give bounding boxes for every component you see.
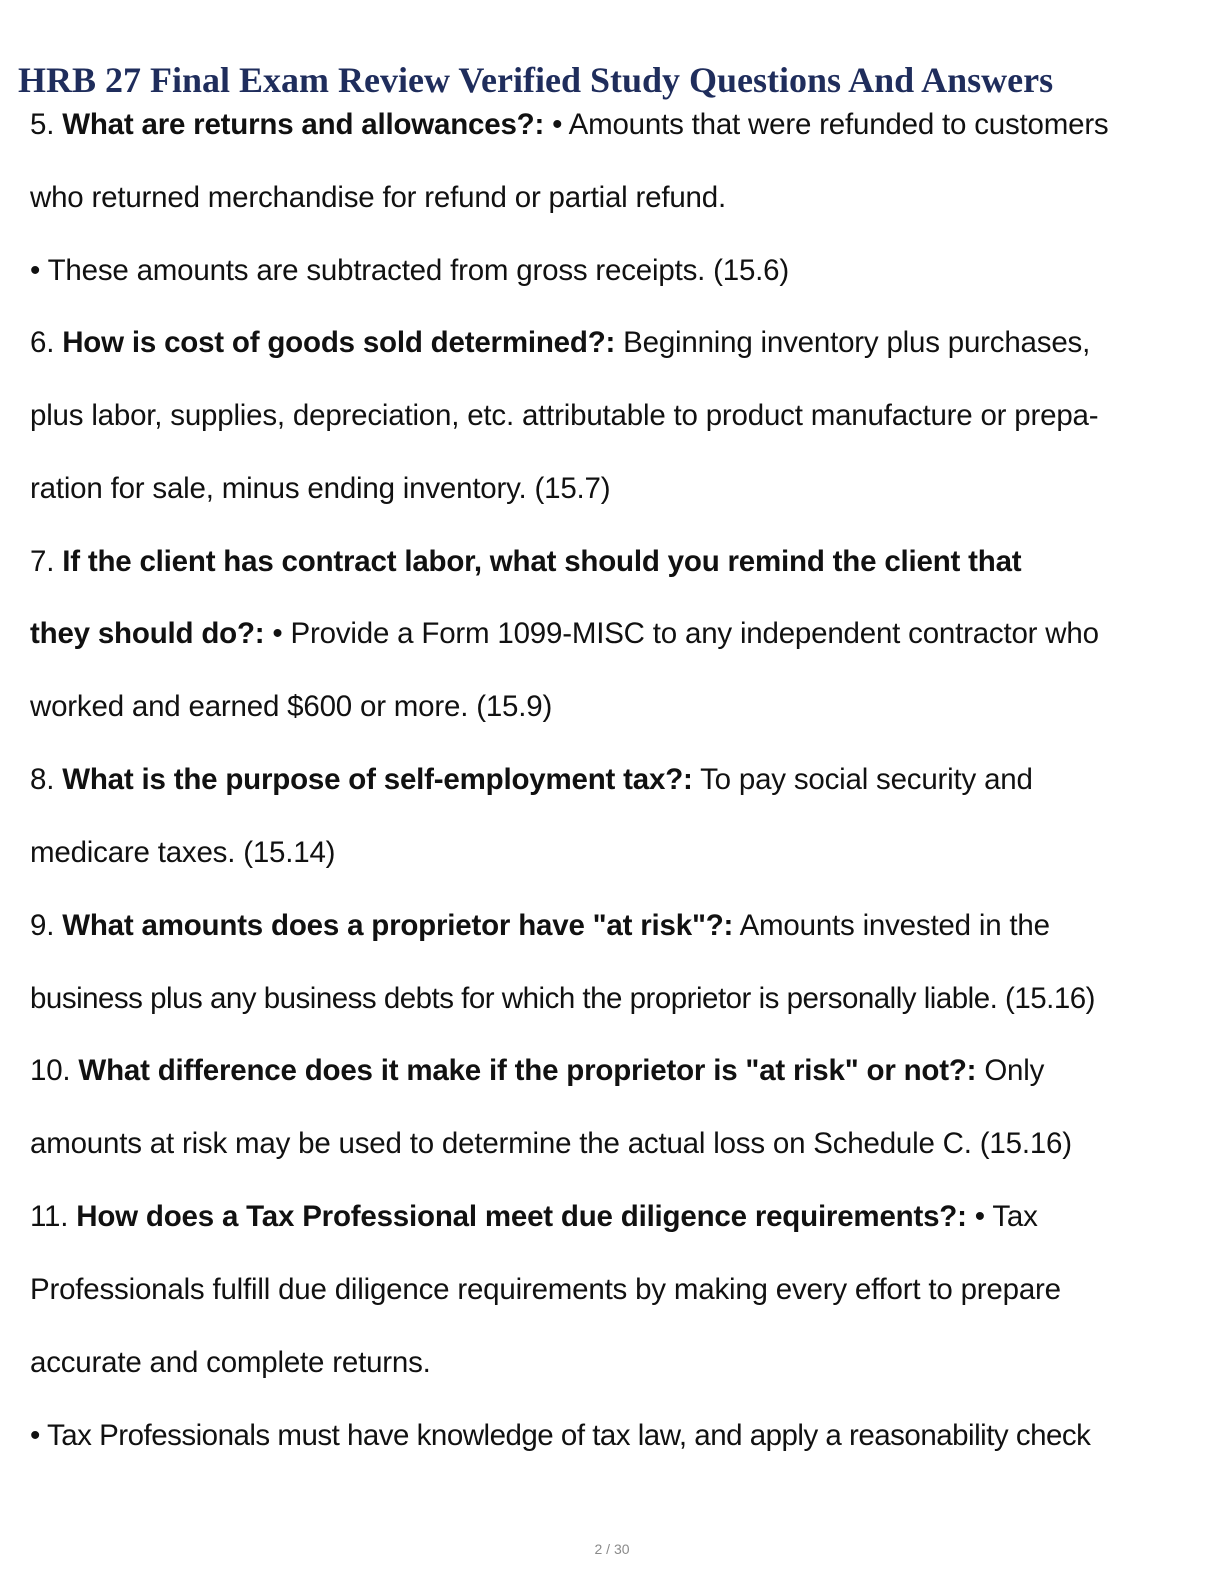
text-line [30, 469, 610, 509]
answer-text: accurate and complete returns. [30, 1346, 431, 1379]
question-number: 8. [30, 763, 55, 796]
question-number: 11. [30, 1200, 69, 1233]
text-line [30, 1124, 1072, 1164]
answer-text: • Provide a Form 1099-MISC to any independent contractor who [272, 617, 1099, 650]
answer-text: • Tax Professionals must have knowledge of tax law, and apply a reasonability check [30, 1419, 1091, 1452]
answer-text: plus labor, supplies, depreciation, etc. attributable to product manufacture or prepa- [30, 399, 1099, 432]
text-line [30, 833, 335, 873]
answer-text: medicare taxes. (15.14) [30, 836, 336, 869]
answer-text: who returned merchandise for refund or partial refund. [30, 181, 726, 214]
text-line [30, 251, 789, 291]
answer-text: • Tax [974, 1200, 1038, 1233]
text-line [30, 906, 1050, 946]
text-line [30, 1416, 1090, 1456]
text-line [30, 105, 1109, 145]
text-line [30, 178, 726, 218]
text-line [30, 687, 552, 727]
text-line [30, 396, 1098, 436]
text-line [30, 323, 1090, 363]
text-line [30, 1343, 431, 1383]
question-text: If the client has contract labor, what should you remind the client that [62, 545, 1022, 578]
question-number: 9. [30, 909, 55, 942]
question-text: What difference does it make if the proprietor is "at risk" or not?: [78, 1054, 977, 1087]
answer-text: worked and earned $600 or more. (15.9) [30, 690, 553, 723]
text-line [30, 1270, 1061, 1310]
question-number: 10. [30, 1054, 71, 1087]
text-line [30, 1051, 1044, 1091]
question-text: What are returns and allowances?: [62, 108, 545, 141]
answer-text: ration for sale, minus ending inventory. (15.7) [30, 472, 611, 505]
text-line [30, 979, 1095, 1019]
question-number: 7. [30, 545, 55, 578]
text-line [30, 1197, 1038, 1237]
page-title: HRB 27 Final Exam Review Verified Study Questions And Answers [18, 60, 1054, 100]
question-number: 6. [30, 326, 55, 359]
question-text: they should do?: [30, 617, 265, 650]
question-text: How does a Tax Professional meet due diligence requirements?: [76, 1200, 967, 1233]
answer-text: business plus any business debts for which the proprietor is personally liable. (15.16) [30, 982, 1095, 1015]
answer-text: Beginning inventory plus purchases, [623, 326, 1091, 359]
answer-text: Professionals fulfill due diligence requirements by making every effort to prepare [30, 1273, 1061, 1306]
answer-text: amounts at risk may be used to determine the actual loss on Schedule C. (15.16) [30, 1127, 1072, 1160]
text-line [30, 542, 1021, 582]
text-line [30, 760, 1033, 800]
text-line [30, 614, 1099, 654]
page-number: 2 / 30 [594, 1541, 630, 1557]
answer-text: • These amounts are subtracted from gross receipts. (15.6) [30, 254, 789, 287]
question-text: How is cost of goods sold determined?: [62, 326, 616, 359]
answer-text: To pay social security and [700, 763, 1033, 796]
answer-text: • Amounts that were refunded to customers [552, 108, 1109, 141]
answer-text: Only [984, 1054, 1045, 1087]
question-number: 5. [30, 108, 55, 141]
answer-text: Amounts invested in the [739, 909, 1050, 942]
question-text: What amounts does a proprietor have "at risk"?: [62, 909, 734, 942]
question-text: What is the purpose of self-employment tax?: [62, 763, 693, 796]
